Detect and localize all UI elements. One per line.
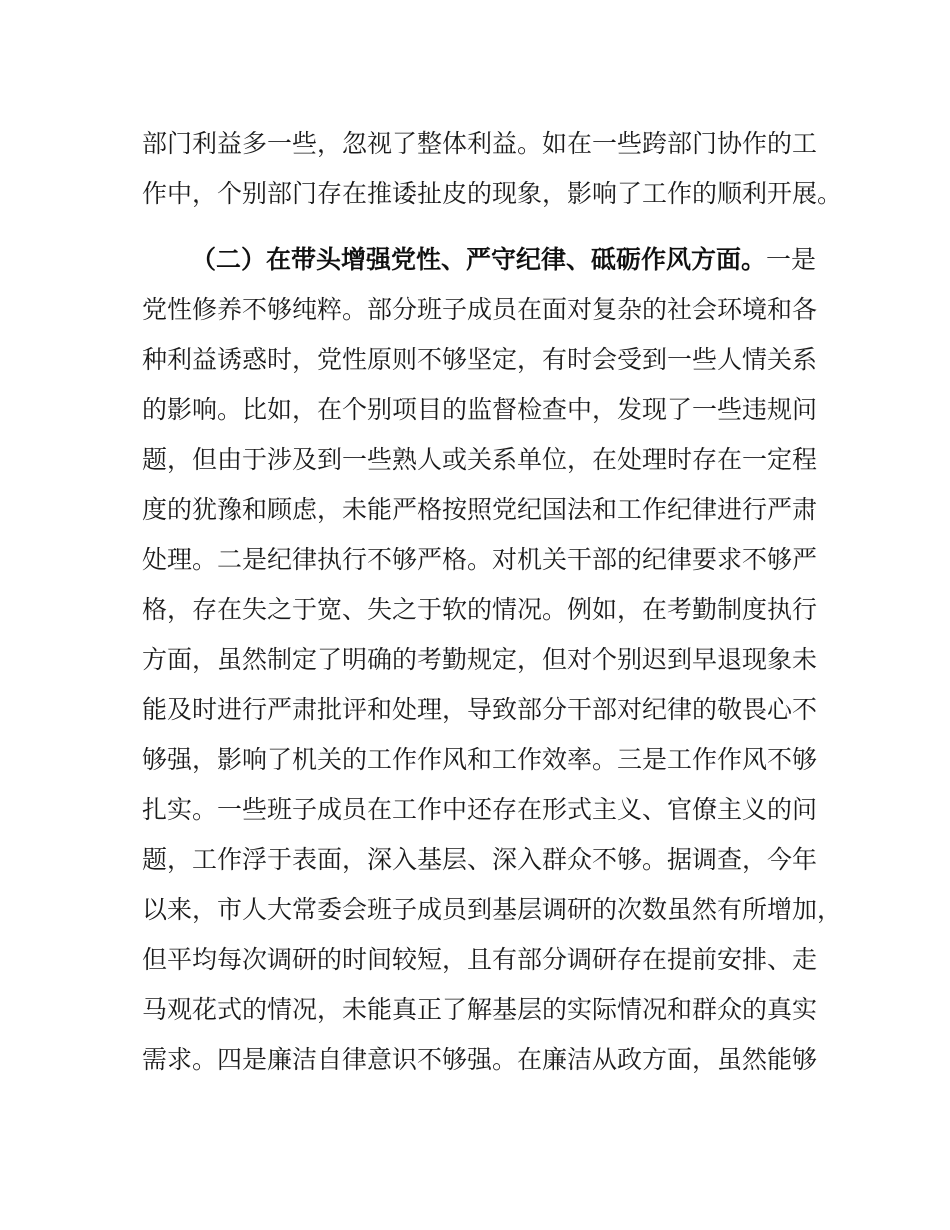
paragraph-2-line-13: 题，工作浮于表面，深入基层、深入群众不够。据调查，今年 <box>142 845 818 874</box>
paragraph-2-line-16: 马观花式的情况，未能真正了解基层的实际情况和群众的真实 <box>142 995 818 1024</box>
paragraph-2-line-4: 的影响。比如，在个别项目的监督检查中，发现了一些违规问 <box>142 395 818 424</box>
paragraph-2-first-line-rest: 一是 <box>766 245 817 274</box>
paragraph-2-line-8: 格，存在失之于宽、失之于软的情况。例如，在考勤制度执行 <box>142 595 818 624</box>
paragraph-1-line-2: 作中，个别部门存在推诿扯皮的现象，影响了工作的顺利开展。 <box>142 179 843 208</box>
paragraph-2-line-11: 够强，影响了机关的工作作风和工作效率。三是工作作风不够 <box>142 745 818 774</box>
paragraph-2-line-10: 能及时进行严肃批评和处理，导致部分干部对纪律的敬畏心不 <box>142 695 818 724</box>
paragraph-2-line-14: 以来，市人大常委会班子成员到基层调研的次数虽然有所增加， <box>142 895 843 924</box>
paragraph-2-line-12: 扎实。一些班子成员在工作中还存在形式主义、官僚主义的问 <box>142 795 818 824</box>
paragraph-2-line-3: 种利益诱惑时，党性原则不够坚定，有时会受到一些人情关系 <box>142 345 818 374</box>
paragraph-2-line-7: 处理。二是纪律执行不够严格。对机关干部的纪律要求不够严 <box>142 545 818 574</box>
paragraph-2-line-5: 题，但由于涉及到一些熟人或关系单位，在处理时存在一定程 <box>142 445 818 474</box>
section-heading: （二）在带头增强党性、严守纪律、砥砺作风方面。 <box>191 245 767 274</box>
paragraph-2-line-2: 党性修养不够纯粹。部分班子成员在面对复杂的社会环境和各 <box>142 295 818 324</box>
paragraph-2-first-line <box>191 240 817 280</box>
paragraph-2-line-17: 需求。四是廉洁自律意识不够强。在廉洁从政方面，虽然能够 <box>142 1045 818 1074</box>
paragraph-2-line-9: 方面，虽然制定了明确的考勤规定，但对个别迟到早退现象未 <box>142 645 818 674</box>
paragraph-2-line-6: 度的犹豫和顾虑，未能严格按照党纪国法和工作纪律进行严肃 <box>142 495 818 524</box>
paragraph-1-line-1: 部门利益多一些，忽视了整体利益。如在一些跨部门协作的工 <box>142 129 818 158</box>
paragraph-2-line-15: 但平均每次调研的时间较短，且有部分调研存在提前安排、走 <box>142 945 818 974</box>
